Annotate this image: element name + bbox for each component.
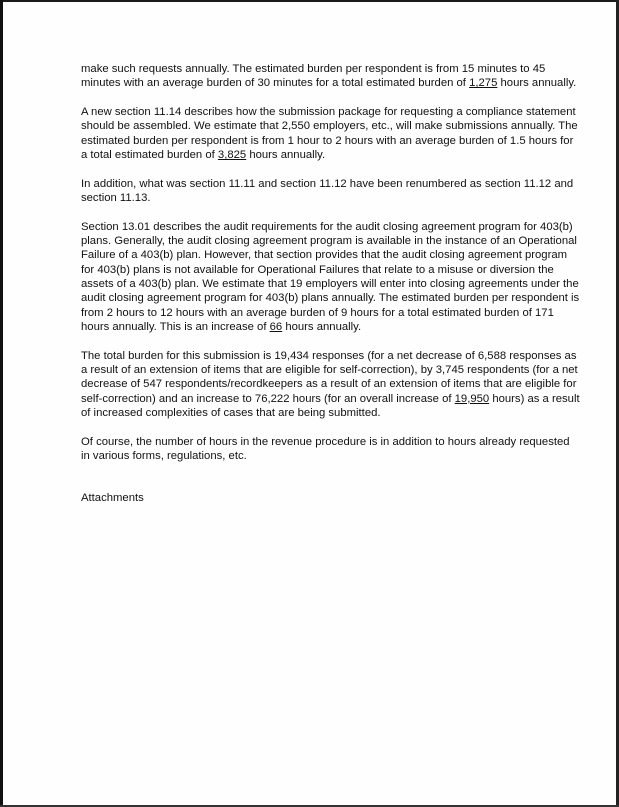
paragraph-section-13-01 — [81, 220, 581, 334]
scan-border-top — [0, 0, 619, 2]
text-segment: hours annually. — [282, 320, 362, 333]
text-segment: hours annually. — [246, 148, 326, 161]
text-segment: The total burden for this submission is 19,434 responses (for a net decrease of 6,588 responses as a result of an extension of items that are eligible for self-correction), by 3,745 respondents (for a net decrease of 547 respondents/recordkeepers as a result of an extension of items that are eligible for self-correction) and an increase to 76,222 hours (for an overall increase of — [81, 349, 578, 405]
underlined-hours-value: 3,825 — [217, 148, 247, 161]
paragraph-section-11-14 — [81, 105, 581, 162]
text-segment: hours) as a result of increased complexities of cases that are being submitted. — [81, 392, 580, 419]
underlined-hours-value: 1,275 — [469, 77, 498, 90]
text-segment: hours annually. — [497, 77, 577, 90]
text-segment: Section 13.01 describes the audit requirements for the audit closing agreement program for 403(b) plans. Generally, the audit closing agreement program is available in the instance of an Operational Failure of a 403(b) plan. However, that section provides that the audit closing agreement program for 403(b) plans is not available for Operational Failures that relate to a misuse or diversion the assets of a 403(b) plan. We estimate that 19 employers will enter into closing agreements under the audit closing agreement program for 403(b) plans annually. The estimated burden per respondent is from 2 hours to 12 hours with an average burden of 9 hours for a total estimated burden of 171 hours annually. This is an increase of — [81, 220, 580, 333]
paragraph-closing-note — [81, 435, 581, 464]
paragraph-total-burden — [81, 349, 581, 420]
text-segment: In addition, what was section 11.11 and section 11.12 have been renumbered as section 11.12 and section 11.13. — [81, 177, 574, 205]
attachments-label: Attachments — [81, 492, 144, 505]
scan-border-left — [0, 0, 3, 807]
document-body — [81, 62, 581, 520]
text-segment: Of course, the number of hours in the revenue procedure is in addition to hours already requested in various forms, regulations, etc. — [81, 435, 570, 463]
paragraph-renumbering — [81, 177, 581, 206]
paragraph-burden-requests — [81, 62, 581, 91]
underlined-hours-value: 66 — [269, 320, 283, 333]
underlined-hours-value: 19,950 — [454, 392, 490, 405]
text-segment: A new section 11.14 describes how the submission package for requesting a compliance statement should be assembled. We estimate that 2,550 employers, etc., will make submissions annually. The estimated burden per respondent is from 1 hour to 2 hours with an average burden of 1.5 hours for a total estimated burden of — [81, 106, 578, 161]
text-segment: make such requests annually. The estimated burden per respondent is from 15 minutes to 45 minutes with an average burden of 30 minutes for a total estimated burden of — [81, 63, 546, 90]
